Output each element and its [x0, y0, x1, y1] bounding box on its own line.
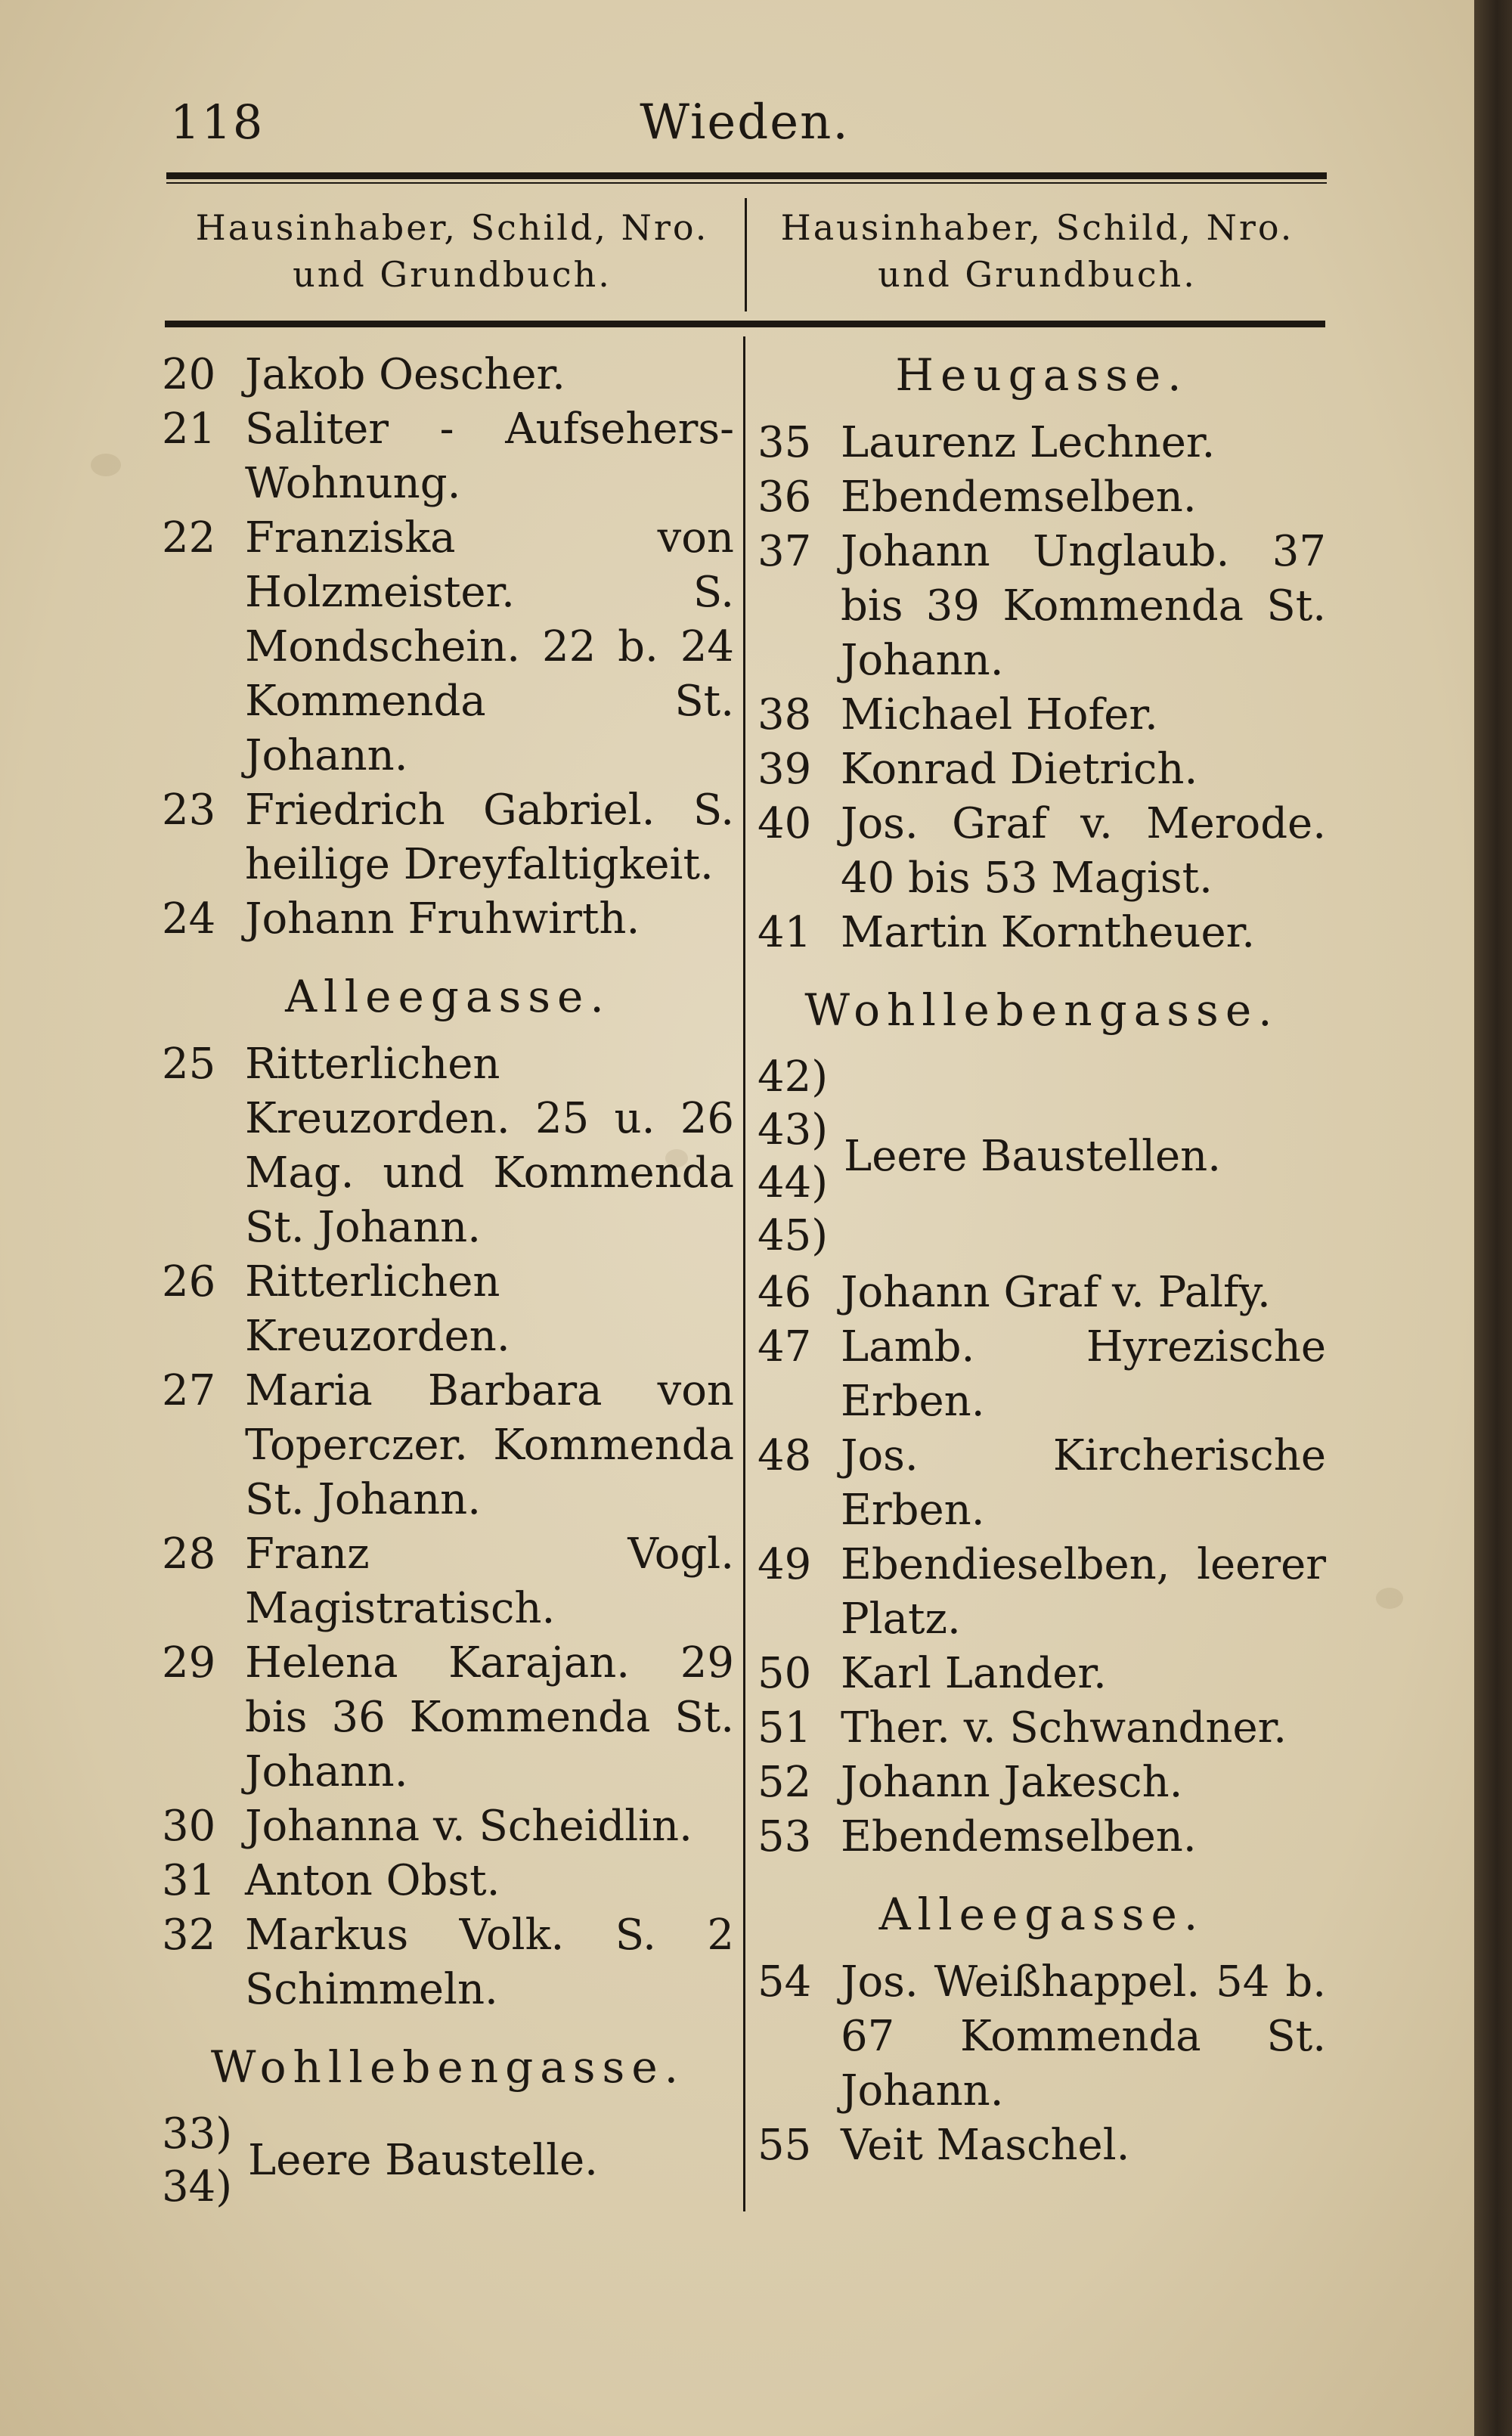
- house-number: 28: [162, 1529, 216, 1579]
- list-item: [754, 1756, 1329, 1810]
- owner-text: Helena Karajan. 29 bis 36 Kommenda St. Johann.: [245, 1638, 734, 1796]
- house-number: 26: [162, 1257, 216, 1306]
- owner-text: Lamb. Hyrezische Erben.: [841, 1322, 1326, 1426]
- owner-text: Martin Korntheuer.: [841, 908, 1255, 957]
- house-number: 54: [758, 1957, 812, 2007]
- list-item: [159, 1364, 737, 1527]
- list-item: [754, 1701, 1329, 1756]
- page-header: [159, 95, 1331, 155]
- owner-text: Konrad Dietrich.: [841, 745, 1198, 794]
- house-number: 51: [758, 1703, 812, 1753]
- house-number: 48: [758, 1431, 812, 1480]
- house-number: 39: [758, 745, 812, 794]
- owner-text: Johann Graf v. Palfy.: [841, 1268, 1271, 1317]
- page-number: 118: [170, 95, 265, 150]
- list-item: [754, 525, 1329, 688]
- column-header-line1: Hausinhaber, Schild, Nro.: [195, 207, 709, 248]
- column-header-line2: und Grundbuch.: [878, 254, 1197, 295]
- list-item: [159, 783, 737, 892]
- list-item: [159, 1854, 737, 1908]
- house-number: 35: [758, 418, 812, 467]
- running-title: Wieden.: [640, 95, 850, 150]
- book-spine: [1474, 0, 1512, 2436]
- street-heading: Wohllebengasse.: [210, 2041, 686, 2093]
- house-number: 52: [758, 1758, 812, 1807]
- list-item: [754, 416, 1329, 470]
- house-number: 42): [758, 1052, 829, 1102]
- list-item: [754, 688, 1329, 742]
- bracket-numbers: [159, 2108, 245, 2214]
- owner-text: Johann Fruhwirth.: [245, 894, 640, 944]
- paper-stain: [1376, 1588, 1403, 1609]
- bracket-text: Leere Baustellen.: [844, 1132, 1221, 1181]
- owner-text: Laurenz Lechner.: [841, 418, 1216, 467]
- list-item: [754, 742, 1329, 797]
- house-number: 20: [162, 350, 216, 399]
- house-number: 45): [758, 1211, 829, 1260]
- street-heading: Alleegasse.: [878, 1889, 1205, 1940]
- house-number: 41: [758, 908, 812, 957]
- list-item: [159, 1799, 737, 1854]
- house-number: 22: [162, 513, 216, 563]
- owner-text: Michael Hofer.: [841, 690, 1158, 739]
- house-number: 43): [758, 1105, 829, 1154]
- owner-text: Jos. Weißhappel. 54 b. 67 Kommenda St. Johann.: [841, 1957, 1326, 2115]
- header-rule-thick: [166, 172, 1327, 179]
- column-divider-header: [745, 198, 747, 311]
- header-rule-thin: [166, 182, 1327, 184]
- owner-text: Anton Obst.: [245, 1856, 500, 1905]
- list-item: [159, 511, 737, 783]
- house-number: 33): [162, 2109, 233, 2159]
- house-number: 30: [162, 1802, 216, 1851]
- house-number: 36: [758, 473, 812, 522]
- column-header-right: [750, 204, 1325, 298]
- owner-text: Franz Vogl. Magistratisch.: [245, 1529, 734, 1633]
- owner-text: Johanna v. Scheidlin.: [245, 1802, 692, 1851]
- owner-text: Johann Jakesch.: [841, 1758, 1183, 1807]
- house-number: 29: [162, 1638, 216, 1688]
- column-header-left: [165, 204, 739, 298]
- list-item: [754, 906, 1329, 960]
- list-item: [159, 348, 737, 402]
- list-item: [159, 1636, 737, 1799]
- column-header-line1: Hausinhaber, Schild, Nro.: [780, 207, 1294, 248]
- bracketed-entries: [754, 1051, 1329, 1263]
- house-number: 55: [758, 2121, 812, 2170]
- owner-text: Veit Maschel.: [841, 2121, 1130, 2170]
- house-number: 23: [162, 786, 216, 835]
- house-number: 24: [162, 894, 216, 944]
- column-header-rule: [165, 321, 1325, 327]
- house-number: 31: [162, 1856, 216, 1905]
- house-number: 44): [758, 1158, 829, 1207]
- bracket-text: Leere Baustelle.: [248, 2136, 598, 2185]
- owner-text: Jos. Kircherische Erben.: [841, 1431, 1326, 1535]
- owner-text: Ther. v. Schwandner.: [841, 1703, 1287, 1753]
- house-number: 27: [162, 1366, 216, 1415]
- column-divider: [743, 336, 745, 2211]
- owner-text: Saliter - Aufsehers-Wohnung.: [245, 404, 734, 508]
- house-number: 37: [758, 527, 812, 576]
- list-item: [159, 1908, 737, 2017]
- street-heading: Alleegasse.: [285, 971, 611, 1022]
- owner-text: Maria Barbara von Toperczer. Kommenda St. Johann.: [245, 1366, 734, 1524]
- house-number: 49: [758, 1540, 812, 1589]
- owner-text: Friedrich Gabriel. S. heilige Dreyfaltigkeit.: [245, 786, 734, 889]
- house-number: 21: [162, 404, 216, 454]
- list-item: [159, 892, 737, 947]
- owner-text: Franziska von Holzmeister. S. Mondschein. 22 b. 24 Kommenda St. Johann.: [245, 513, 734, 780]
- bracket-numbers: [754, 1051, 841, 1263]
- owner-text: Johann Unglaub. 37 bis 39 Kommenda St. Johann.: [841, 527, 1326, 685]
- list-item: [754, 797, 1329, 906]
- column-header-line2: und Grundbuch.: [293, 254, 612, 295]
- left-column: [159, 348, 737, 2217]
- list-item: [754, 1955, 1329, 2118]
- list-item: [754, 470, 1329, 525]
- street-heading: Heugasse.: [895, 349, 1188, 401]
- owner-text: Ebendieselben, leerer Platz.: [841, 1540, 1326, 1644]
- list-item: [754, 1266, 1329, 1320]
- owner-text: Karl Lander.: [841, 1649, 1107, 1698]
- list-item: [754, 2118, 1329, 2173]
- house-number: 47: [758, 1322, 812, 1371]
- owner-text: Markus Volk. S. 2 Schimmeln.: [245, 1911, 734, 2014]
- owner-text: Ritterlichen Kreuzorden.: [245, 1257, 510, 1361]
- list-item: [754, 1429, 1329, 1538]
- street-heading: Wohllebengasse.: [804, 984, 1279, 1036]
- list-item: [159, 402, 737, 511]
- list-item: [754, 1810, 1329, 1864]
- house-number: 25: [162, 1040, 216, 1089]
- right-column: [754, 348, 1329, 2173]
- house-number: 53: [758, 1812, 812, 1861]
- list-item: [159, 1037, 737, 1255]
- house-number: 34): [162, 2162, 233, 2211]
- list-item: [159, 1255, 737, 1364]
- list-item: [754, 1647, 1329, 1701]
- list-item: [754, 1320, 1329, 1429]
- bracketed-entries: [159, 2108, 737, 2214]
- house-number: 50: [758, 1649, 812, 1698]
- owner-text: Jakob Oescher.: [245, 350, 565, 399]
- owner-text: Ritterlichen Kreuzorden. 25 u. 26 Mag. und Kommenda St. Johann.: [245, 1040, 734, 1252]
- house-number: 46: [758, 1268, 812, 1317]
- list-item: [754, 1538, 1329, 1647]
- paper-stain: [91, 454, 121, 476]
- list-item: [159, 1527, 737, 1636]
- house-number: 38: [758, 690, 812, 739]
- house-number: 32: [162, 1911, 216, 1960]
- house-number: 40: [758, 799, 812, 848]
- owner-text: Jos. Graf v. Merode. 40 bis 53 Magist.: [841, 799, 1326, 903]
- owner-text: Ebendemselben.: [841, 1812, 1197, 1861]
- owner-text: Ebendemselben.: [841, 473, 1197, 522]
